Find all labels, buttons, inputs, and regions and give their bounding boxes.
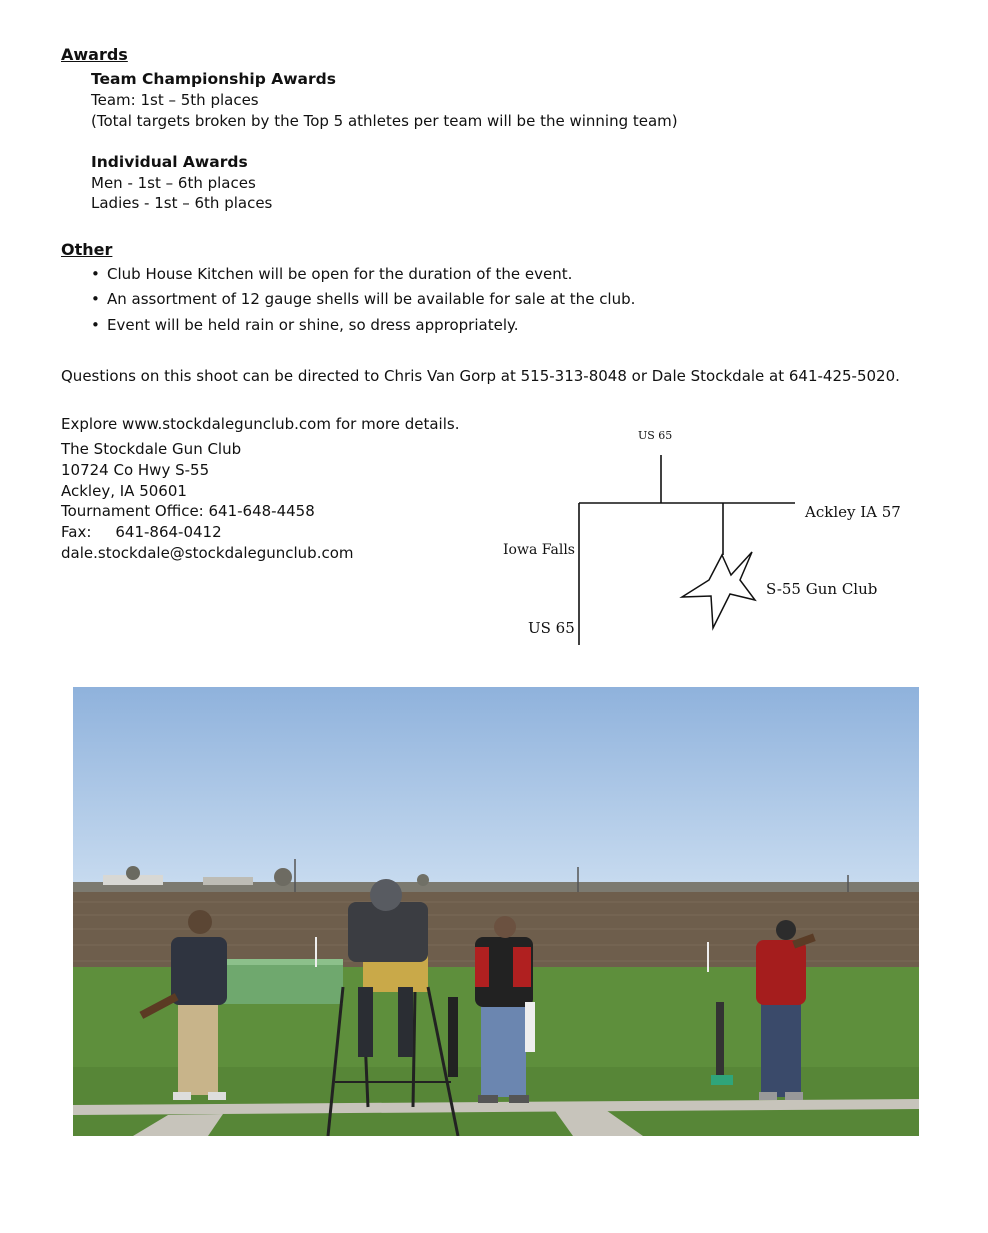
map-label-us65-top: US 65 (638, 429, 673, 442)
questions-text: Questions on this shoot can be directed to Chris Van Gorp at 515-313-8048 or Dale Stockdale at 641-425-5020. (61, 367, 900, 385)
bullet-text: Event will be held rain or shine, so dress appropriately. (107, 316, 519, 334)
other-heading: Other (61, 240, 113, 259)
sky (73, 687, 919, 892)
address-line-2: Ackley, IA 50601 (61, 482, 187, 500)
ladies-places: Ladies - 1st – 6th places (91, 194, 273, 212)
tournament-office: Tournament Office: 641-648-4458 (61, 502, 315, 520)
fax-label: Fax: (61, 523, 92, 541)
awards-heading: Awards (61, 45, 128, 64)
team-awards-title: Team Championship Awards (91, 70, 336, 88)
shooter-2 (475, 916, 535, 1103)
bullet-icon: • (91, 290, 100, 308)
bullet-text: An assortment of 12 gauge shells will be available for sale at the club. (107, 290, 636, 308)
trap-shooting-photo (73, 687, 919, 1136)
map-label-iowa-falls: Iowa Falls (503, 542, 575, 558)
explore-text: Explore www.stockdalegunclub.com for more details. (61, 415, 460, 433)
club-name: The Stockdale Gun Club (61, 440, 242, 458)
email-address[interactable]: dale.stockdale@stockdalegunclub.com (61, 544, 354, 562)
team-note: (Total targets broken by the Top 5 athletes per team will be the winning team) (91, 112, 678, 130)
individual-awards-title: Individual Awards (91, 153, 248, 171)
men-places: Men - 1st – 6th places (91, 174, 256, 192)
address-line-1: 10724 Co Hwy S-55 (61, 461, 210, 479)
bullet-icon: • (91, 316, 100, 334)
map-label-us65-bottom: US 65 (528, 619, 575, 637)
bullet-icon: • (91, 265, 100, 283)
fax-number: 641-864-0412 (115, 523, 222, 541)
bullet-text: Club House Kitchen will be open for the duration of the event. (107, 265, 573, 283)
team-places: Team: 1st – 5th places (91, 91, 259, 109)
map-label-gun-club: S-55 Gun Club (766, 580, 878, 598)
trap-house (223, 959, 343, 1004)
gun-club-star-icon (682, 552, 755, 628)
map-label-ackley: Ackley IA 57 (805, 503, 901, 521)
